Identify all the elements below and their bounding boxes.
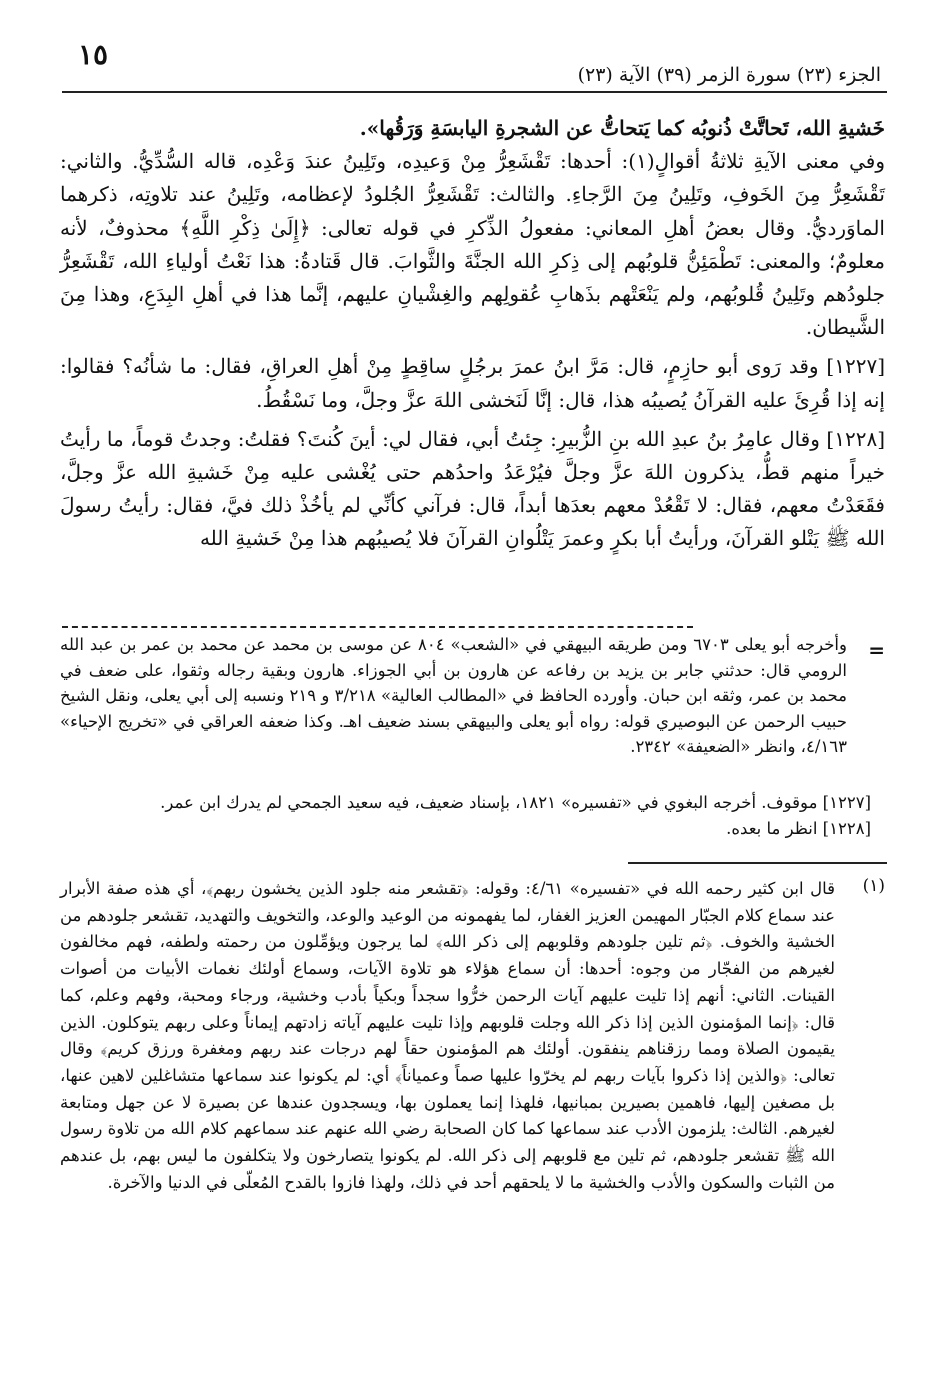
takhrij-continuation [60,632,847,760]
main-paragraph-interpretations: وفي معنى الآيةِ ثلاثةُ أقوالٍ(١): أحدها: تَقْشَعِرُّ مِنْ وَعيدِه، وتَلِينُ عندَ وَعْدِه، قاله السُّدِّيُّ. والثاني: تَقْشَعِرُّ مِنَ الخَوفِ، وتَلِينُ مِنَ الرَّجاءِ. والثالث: تَقْشَعِرُّ الجُلودُ لإعظامه، وتَلِينُ عند تلاوتِه، ذكرهما الماوَرديُّ. وقال بعضُ أهلِ المعاني: مفعولُ الذِّكرِ في قوله تعالى: ﴿إِلَىٰ ذِكْرِ اللَّهِ﴾ محذوفٌ، لأنه معلومٌ؛ والمعنى: تَطْمَئِنُّ قلوبُهم إلى ذِكرِ الله الجنَّةَ والثَّوابَ. قال قَتادةُ: هذا نَعْتُ أولياءِ الله، تَقْشَعِرُّ جلودُهم وتَلِينُ قُلوبُهم، ولم يَنْعَتْهم بذَهابِ عُقولِهم والغِشْيانِ عليهم، إنَّما هذا في أهلِ البِدَعِ، وهذا مِنَ الشَّيطان. [60,149,886,340]
footnote-text: قال ابن كثير رحمه الله في «تفسيره» ٤/٦١: وقوله: ﴿تقشعر منه جلود الذين يخشون ربهم﴾، أي هذه صفة الأبرار عند سماع كلام الجبّار المهيمن العزيز الغفار، لما يفهمونه من الوعيد والوعد، والتخويف والتهديد، تقشعر جلودهم من الخشية والخوف. ﴿ثم تلين جلودهم وقلوبهم إلى ذكر الله﴾ لما يرجون ويؤمِّلون من رحمته ولطفه، فهم مخالفون لغيرهم من الفجّار من وجوه: أحدها: أن سماع هؤلاء هو تلاوة الآيات، وسماع أولئك نغمات الأبيات من أصوات القينات. الثاني: أنهم إذا تليت عليهم آيات الرحمن خرُّوا سجداً وبكياً بأدب وخشية، ورجاء ومحبة، وفهم وعلم، كما قال: ﴿إنما المؤمنون الذين إذا ذكر الله وجلت قلوبهم وإذا تليت عليهم آياته زادتهم إيماناً وعلى ربهم يتوكلون. الذين يقيمون الصلاة ومما رزقناهم ينفقون. أولئك هم المؤمنون حقاً لهم درجات عند ربهم ومغفرة ورزق كريم﴾ وقال تعالى: ﴿والذين إذا ذكروا بآيات ربهم لم يخرّوا عليها صماً وعمياناً﴾ أي: لم يكونوا عند سماعها متشاغلين لاهين عنها، بل مصغين إليها، فاهمين بصيرين بمبانيها، فلهذا إنما يعملون بها، ويسجدون عندها عن بصيرة لا عن جهل ومتابعة لغيرهم. الثالث: يلزمون الأدب عند سماعها كما كان الصحابة رضي الله عنهم عند سماعهم كلام الله من تلاوة رسول الله ﷺ تقشعر جلودهم، ثم تلين مع قلوبهم إلى ذكر الله. لم يكونوا يتصارخون ولا يتكلفون ما ليس بهم، بل عندهم من الثبات والسكون والأدب والخشية ما لا يلحقهم أحد في ذلك، ولهذا فازوا بالقدح المُعلّى في الدنيا والآخرة. [60,879,835,1192]
continuation-mark: = [868,638,885,662]
running-header: الجزء (٢٣) سورة الزمر (٣٩) الآية (٢٣) [577,64,881,86]
main-paragraph-continuation: خَشيةِ الله، تَحاتَّتْ ذُنوبُه كما يَتحاتُّ عن الشجرةِ اليابسَةِ وَرَقُها». [359,116,885,140]
page-number: ١٥ [78,38,109,71]
takhrij-note-1228: [١٢٢٨] انظر ما بعده. [726,819,871,838]
takhrij-paragraph: وأخرجه أبو يعلى ٦٧٠٣ ومن طريقه البيهقي في «الشعب» ٨٠٤ عن موسى بن محمد عن محمد بن عمر بن عبد الله الرومي قال: حدثني جابر بن يزيد بن رفاعه عن هارون بن أبي الجوزاء. هارون وبقية رجاله وثقوا، على ضعف في محمد بن عمر، وثقه ابن حبان. وأورده الحافظ في «المطالب العالية» ٣/٢١٨ و ٢١٩ ونسبه إلى أبي يعلى، ونقل الشيخ حبيب الرحمن عن البوصيري قوله: رواه أبو يعلى والبيهقي بسند ضعيف اهـ. وكذا ضعفه العراقي في «تخريج الإحياء» ٤/١٦٣، وانظر «الضعيفة» ٢٣٤٢. [60,635,847,757]
takhrij-notes [60,790,871,842]
dashed-separator [62,626,693,628]
main-paragraph-report-1227: [١٢٢٧] وقد رَوى أبو حازِمٍ، قال: مَرَّ ابنُ عمرَ برجُلٍ ساقِطٍ مِنْ أهلِ العراقِ، فقال: ما شأنُه؟ فقالوا: إنه إذا قُرِئَ عليه القرآنُ يُصيبُه هذا، قال: إنَّا لَنَخشى اللهَ عزَّ وجلَّ، وما نَسْقُطُ. [60,354,885,412]
footnote-marker: (١) [862,876,885,896]
main-text [60,112,885,556]
main-paragraph-report-1228: [١٢٢٨] وقال عامِرُ بنُ عبدِ الله بنِ الزُّبيرِ: جِئتُ أبي، فقال لي: أينَ كُنتَ؟ فقلتُ: وجدتُ قوماً، ما رأيتُ خيراً منهم قطُّ، يذكرون اللهَ عزَّ وجلَّ فيُرْعَدُ واحدُهم حتى يُغْشى عليه مِنْ خَشيةِ الله عزَّ وجلَّ، فقَعَدْتُ معهم، فقال: لا تَقْعُدْ معهم بعدَها أبداً، قال: فرآني كأنِّي لم يأخُذْ ذلك فيَّ، فقال: رأيتُ رسولَ الله ﷺ يَتْلو القرآنَ، ورأيتُ أبا بكرٍ وعمرَ يَتْلُوانِ القرآنَ فلا يُصيبُهم هذا مِنْ خَشيةِ الله [60,426,885,551]
header-rule [62,91,887,93]
footnote [60,876,835,1196]
footnote-separator [628,862,887,864]
takhrij-note-1227: [١٢٢٧] موقوف. أخرجه البغوي في «تفسيره» ١٨٢١، بإسناد ضعيف، فيه سعيد الجمحي لم يدرك ابن عمر. [160,793,871,812]
